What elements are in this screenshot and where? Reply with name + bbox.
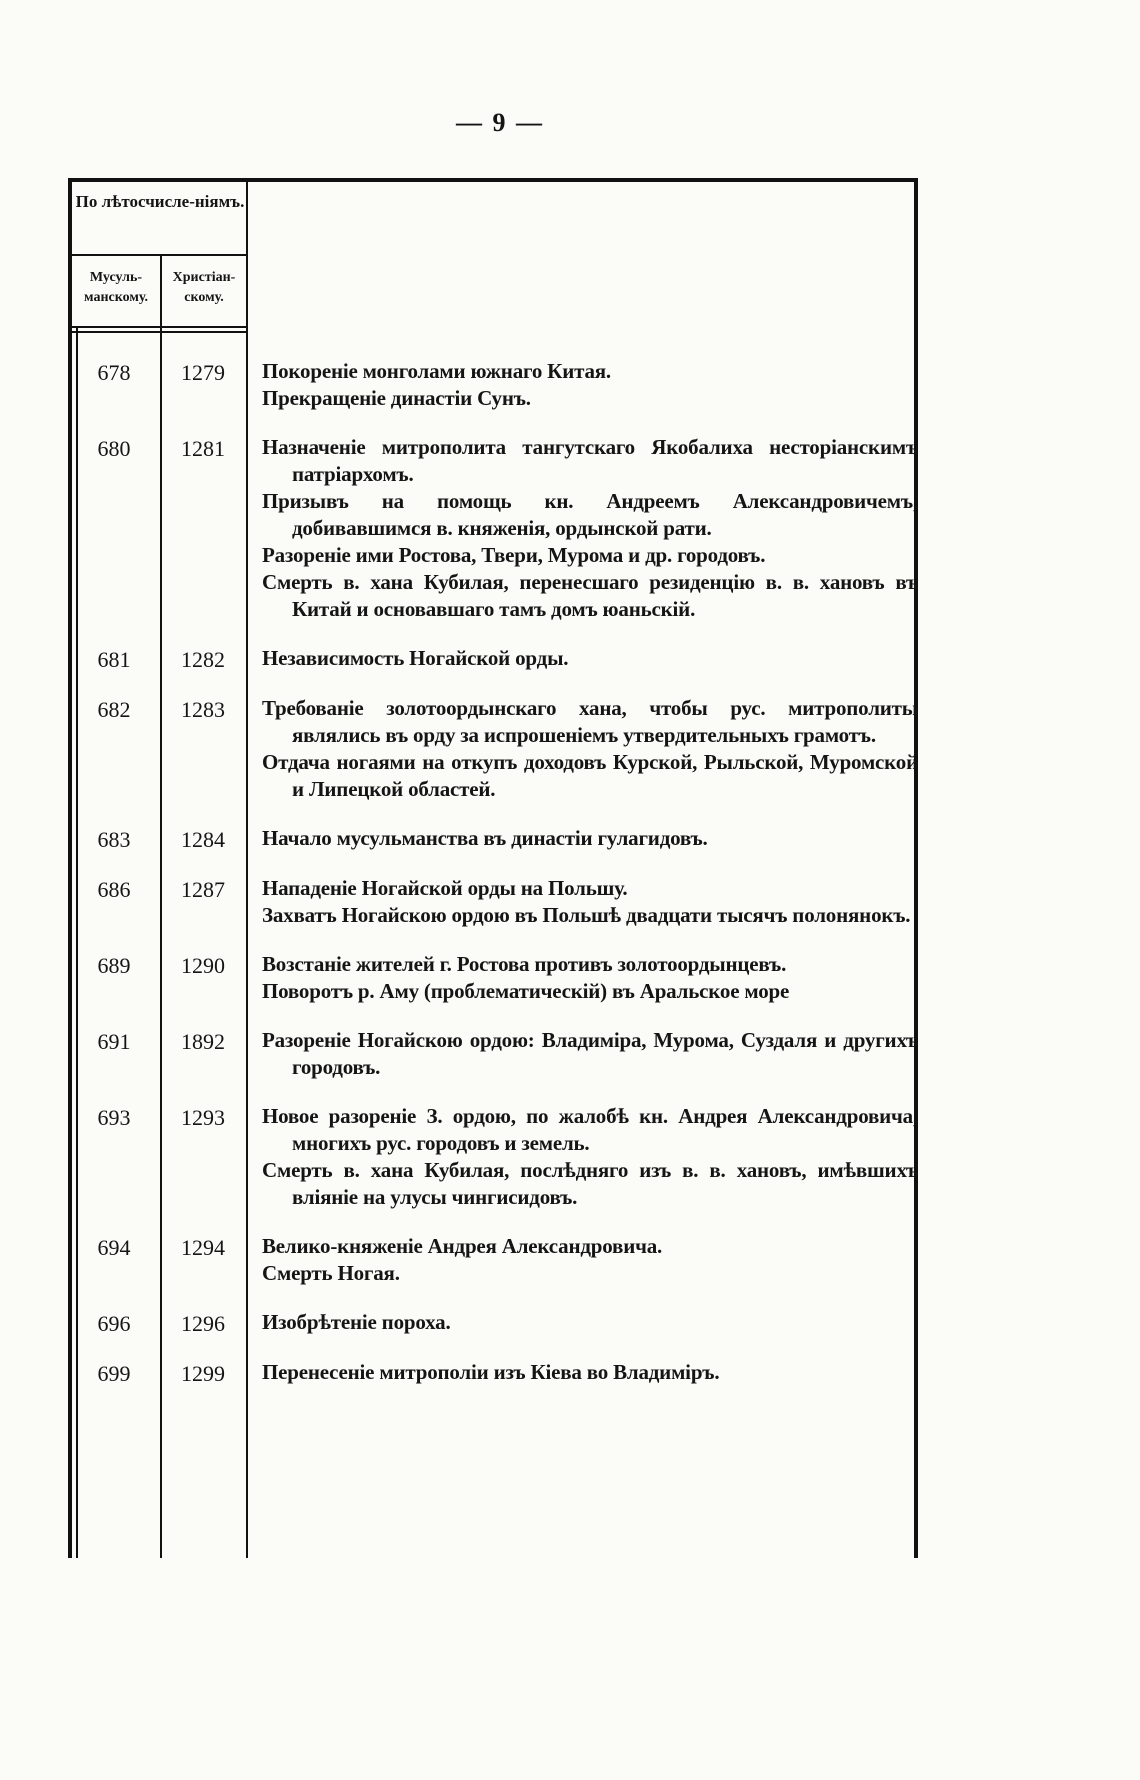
year-christian: 1293 bbox=[181, 1105, 225, 1130]
header-col-christian: Христіан-скому. bbox=[172, 270, 236, 305]
event-text: Нападеніе Ногайской орды на Польшу. bbox=[262, 876, 628, 900]
year-christian: 1281 bbox=[181, 436, 225, 461]
event-text: Назначеніе митрополита тангутскаго Якобалиха несторіанскимъ патріархомъ. bbox=[262, 435, 918, 486]
table-row bbox=[68, 875, 918, 929]
event-text: Разореніе ими Ростова, Твери, Мурома и др. городовъ. bbox=[262, 543, 766, 567]
event-text: Велико-княженіе Андрея Александровича. bbox=[262, 1234, 663, 1258]
event-list bbox=[246, 358, 918, 412]
event-list bbox=[246, 1359, 918, 1387]
page-number: — 9 — bbox=[456, 108, 544, 137]
year-muslim: 686 bbox=[97, 877, 131, 902]
event-list bbox=[246, 825, 918, 853]
year-muslim: 689 bbox=[97, 953, 131, 978]
event-text: Захватъ Ногайскою ордою въ Польшѣ двадцати тысячъ полонянокъ. bbox=[262, 903, 911, 927]
table-row bbox=[68, 434, 918, 623]
event-list bbox=[246, 645, 918, 673]
table-row bbox=[68, 825, 918, 853]
event-text: Покореніе монголами южнаго Китая. bbox=[262, 359, 611, 383]
table-row bbox=[68, 951, 918, 1005]
year-muslim: 696 bbox=[97, 1311, 131, 1336]
table-row bbox=[68, 645, 918, 673]
year-christian: 1296 bbox=[181, 1311, 225, 1336]
event-text: Перенесеніе митрополіи изъ Кіева во Владиміръ. bbox=[262, 1360, 720, 1384]
table-row bbox=[68, 1359, 918, 1387]
year-christian: 1294 bbox=[181, 1235, 225, 1260]
event-text: Независимость Ногайской орды. bbox=[262, 646, 569, 670]
event-text: Смерть Ногая. bbox=[262, 1261, 400, 1285]
event-list bbox=[246, 875, 918, 929]
year-muslim: 678 bbox=[97, 360, 131, 385]
table-row bbox=[68, 1027, 918, 1081]
year-muslim: 691 bbox=[97, 1029, 131, 1054]
table-row bbox=[68, 1103, 918, 1211]
year-christian: 1283 bbox=[181, 697, 225, 722]
event-text: Прекращеніе династіи Сунъ. bbox=[262, 386, 531, 410]
event-list bbox=[246, 434, 918, 623]
year-christian: 1290 bbox=[181, 953, 225, 978]
year-muslim: 680 bbox=[97, 436, 131, 461]
header-double-rule-bottom bbox=[68, 331, 248, 333]
event-text: Поворотъ р. Аму (проблематическій) въ Аральское море bbox=[262, 979, 790, 1003]
year-christian: 1279 bbox=[181, 360, 225, 385]
event-text: Начало мусульманства въ династіи гулагидовъ. bbox=[262, 826, 708, 850]
year-christian: 1282 bbox=[181, 647, 225, 672]
event-list bbox=[246, 951, 918, 1005]
event-list bbox=[246, 1309, 918, 1337]
year-muslim: 694 bbox=[97, 1235, 131, 1260]
table-rows bbox=[68, 358, 918, 1409]
table-top-border bbox=[68, 178, 918, 182]
year-christian: 1284 bbox=[181, 827, 225, 852]
event-text: Смерть в. хана Кубилая, послѣдняго изъ в. в. хановъ, имѣвшихъ вліяніе на улусы чингисидовъ. bbox=[262, 1158, 918, 1209]
year-muslim: 683 bbox=[97, 827, 131, 852]
table-row bbox=[68, 1309, 918, 1337]
year-muslim: 681 bbox=[97, 647, 131, 672]
event-list bbox=[246, 695, 918, 803]
event-list bbox=[246, 1103, 918, 1211]
year-muslim: 682 bbox=[97, 697, 131, 722]
year-christian: 1287 bbox=[181, 877, 225, 902]
table-row bbox=[68, 1233, 918, 1287]
table-row bbox=[68, 358, 918, 412]
chronology-table bbox=[68, 178, 918, 1558]
header-col-muslim: Мусуль-манскому. bbox=[84, 270, 148, 305]
year-muslim: 693 bbox=[97, 1105, 131, 1130]
header-double-rule-top bbox=[68, 326, 248, 328]
event-text: Разореніе Ногайскою ордою: Владиміра, Мурома, Суздаля и другихъ городовъ. bbox=[262, 1028, 918, 1079]
event-text: Требованіе золотоордынскаго хана, чтобы рус. митрополиты являлись въ орду за испрошеніемъ утвердительныхъ грамотъ. bbox=[262, 696, 918, 747]
event-text: Новое разореніе З. ордою, по жалобѣ кн. Андрея Александровича, многихъ рус. городовъ и земель. bbox=[262, 1104, 918, 1155]
event-list bbox=[246, 1233, 918, 1287]
year-muslim: 699 bbox=[97, 1361, 131, 1386]
event-text: Смерть в. хана Кубилая, перенесшаго резиденцію в. в. хановъ въ Китай и основавшаго тамъ домъ юаньскій. bbox=[262, 570, 918, 621]
table-row bbox=[68, 695, 918, 803]
header-title: По лѣтосчисле-ніямъ. bbox=[75, 192, 245, 211]
year-christian: 1892 bbox=[181, 1029, 225, 1054]
event-text: Призывъ на помощь кн. Андреемъ Александровичемъ, добивавшимся в. княженія, ордынской рати. bbox=[262, 489, 918, 540]
event-text: Изобрѣтеніе пороха. bbox=[262, 1310, 451, 1334]
event-list bbox=[246, 1027, 918, 1081]
year-christian: 1299 bbox=[181, 1361, 225, 1386]
event-text: Отдача ногаями на откупъ доходовъ Курской, Рыльской, Муромской и Липецкой областей. bbox=[262, 750, 918, 801]
event-text: Возстаніе жителей г. Ростова противъ золотоордынцевъ. bbox=[262, 952, 787, 976]
header-divider bbox=[68, 254, 248, 256]
